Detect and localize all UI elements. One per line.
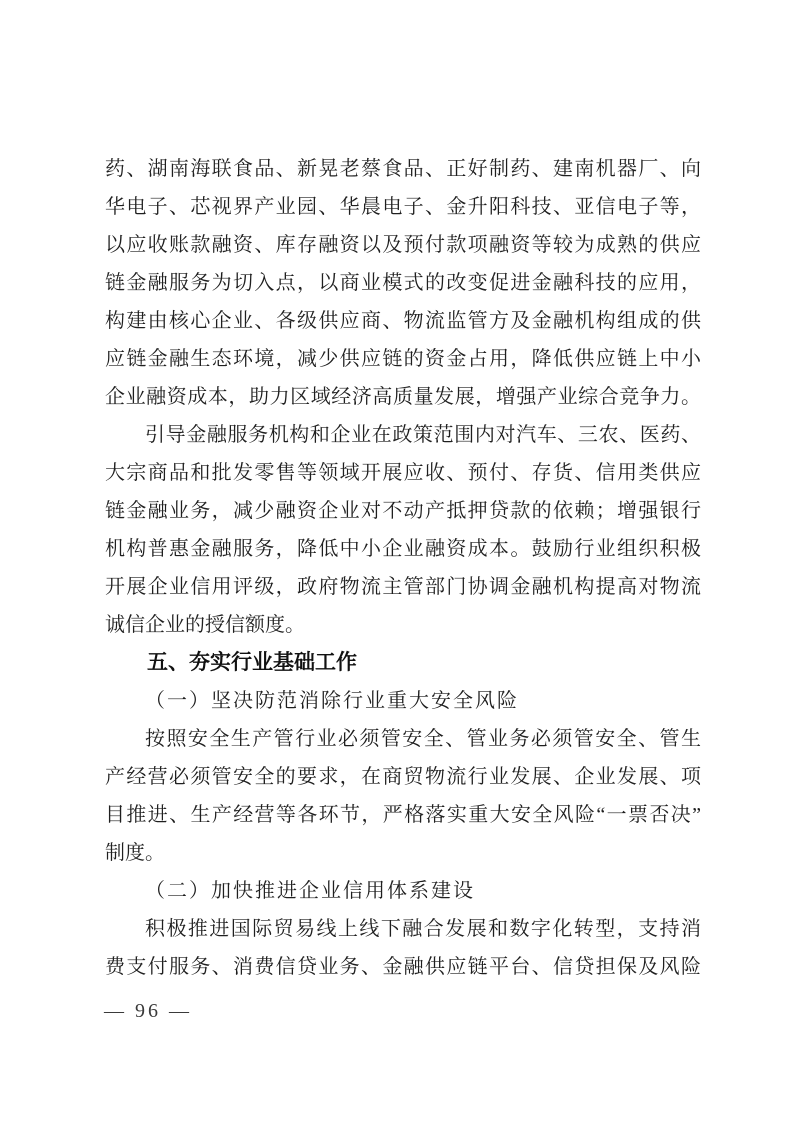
text-line: 应链金融生态环境，减少供应链的资金占用，降低供应链上中小 bbox=[105, 348, 701, 370]
document-lines bbox=[105, 150, 701, 986]
text-line: 费支付服务、消费信贷业务、金融供应链平台、信贷担保及风险 bbox=[105, 956, 701, 978]
subsection-heading: （一）坚决防范消除行业重大安全风险 bbox=[145, 690, 519, 712]
text-line: 引导金融服务机构和企业在政策范围内对汽车、三农、医药、 bbox=[145, 424, 701, 446]
text-line: 大宗商品和批发零售等领域开展应收、预付、存货、信用类供应 bbox=[105, 462, 701, 484]
text-line: 制度。 bbox=[105, 842, 165, 864]
text-line: 诚信企业的授信额度。 bbox=[105, 614, 305, 636]
text-line: 积极推进国际贸易线上线下融合发展和数字化转型，支持消 bbox=[145, 918, 701, 940]
text-line: 企业融资成本，助力区域经济高质量发展，增强产业综合竞争力。 bbox=[105, 386, 701, 408]
text-line: 目推进、生产经营等各环节，严格落实重大安全风险“一票否决” bbox=[105, 804, 701, 826]
page-number: — 96 — bbox=[104, 1000, 192, 1022]
section-heading: 五、夯实行业基础工作 bbox=[147, 651, 357, 674]
text-line: 产经营必须管安全的要求，在商贸物流行业发展、企业发展、项 bbox=[105, 766, 701, 788]
text-line: 开展企业信用评级，政府物流主管部门协调金融机构提高对物流 bbox=[105, 576, 701, 598]
text-line: 机构普惠金融服务，降低中小企业融资成本。鼓励行业组织积极 bbox=[105, 538, 701, 560]
text-line: 链金融服务为切入点，以商业模式的改变促进金融科技的应用， bbox=[105, 272, 701, 294]
text-line: 构建由核心企业、各级供应商、物流监管方及金融机构组成的供 bbox=[105, 310, 701, 332]
text-line: 以应收账款融资、库存融资以及预付款项融资等较为成熟的供应 bbox=[105, 234, 701, 256]
text-line: 链金融业务，减少融资企业对不动产抵押贷款的依赖；增强银行 bbox=[105, 500, 701, 522]
subsection-heading: （二）加快推进企业信用体系建设 bbox=[145, 880, 475, 902]
text-line: 药、湖南海联食品、新晃老蔡食品、正好制药、建南机器厂、向 bbox=[105, 158, 701, 180]
text-line: 按照安全生产管行业必须管安全、管业务必须管安全、管生 bbox=[145, 728, 701, 750]
text-line: 华电子、芯视界产业园、华晨电子、金升阳科技、亚信电子等， bbox=[105, 196, 701, 218]
